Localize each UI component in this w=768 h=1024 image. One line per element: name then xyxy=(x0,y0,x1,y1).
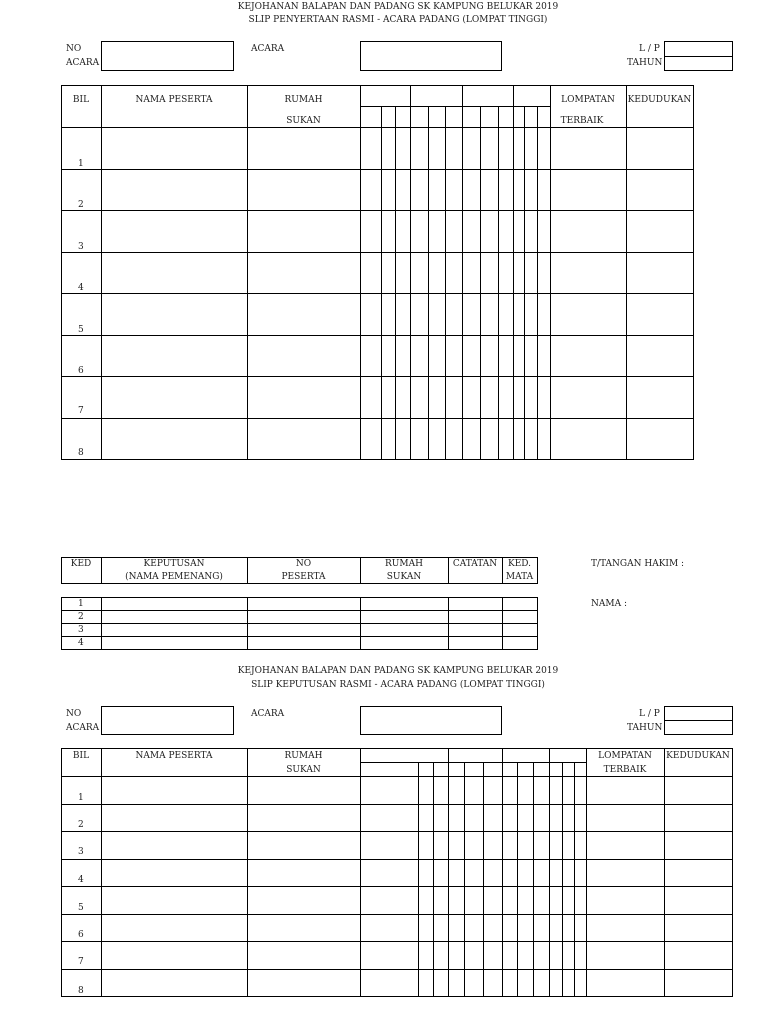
slip2-title: KEJOHANAN BALAPAN DAN PADANG SK KAMPUNG BELUKAR 2019 xyxy=(237,666,559,676)
slip2-tahun-label: TAHUN xyxy=(627,723,663,733)
result-row-number: 3 xyxy=(78,625,84,635)
slip2-acara-field[interactable] xyxy=(360,706,502,735)
slip2-row-number: 7 xyxy=(78,957,84,967)
slip1-row-number: 8 xyxy=(78,448,84,458)
slip1-row-number: 2 xyxy=(78,200,84,210)
result-col-no-1: NO xyxy=(295,559,312,569)
slip1-tahun-label: TAHUN xyxy=(627,58,663,68)
slip1-lp-label: L / P xyxy=(639,44,660,54)
slip1-col-rumah-2: SUKAN xyxy=(286,116,321,126)
slip2-row-number: 2 xyxy=(78,820,84,830)
slip2-row-number: 5 xyxy=(78,903,84,913)
hakim-name-label: NAMA : xyxy=(591,599,627,609)
result-col-keputusan-1: KEPUTUSAN xyxy=(143,559,205,569)
hakim-signature-label: T/TANGAN HAKIM : xyxy=(591,559,685,569)
slip2-acara-label: ACARA xyxy=(251,709,285,719)
result-col-kedmata-1: KED. xyxy=(507,559,532,569)
result-col-keputusan-2: (NAMA PEMENANG) xyxy=(125,572,223,582)
slip1-col-lompatan-2: TERBAIK xyxy=(560,116,604,126)
slip2-subtitle: SLIP KEPUTUSAN RASMI - ACARA PADANG (LOMPAT TINGGI) xyxy=(251,680,545,690)
slip1-no-acara-label-1: NO xyxy=(66,44,82,54)
slip2-col-rumah-2: SUKAN xyxy=(286,765,321,775)
slip2-col-lompatan-1: LOMPATAN xyxy=(598,751,652,761)
slip1-col-rumah-1: RUMAH xyxy=(284,95,323,105)
slip2-col-rumah-1: RUMAH xyxy=(284,751,323,761)
slip1-col-nama: NAMA PESERTA xyxy=(135,95,213,105)
slip2-col-bil: BIL xyxy=(72,751,90,761)
result-col-rumah-2: SUKAN xyxy=(386,572,422,582)
slip2-col-lompatan-2: TERBAIK xyxy=(603,765,647,775)
result-col-no-2: PESERTA xyxy=(281,572,326,582)
slip2-no-acara-field[interactable] xyxy=(101,706,234,735)
slip2-row-number: 1 xyxy=(78,793,84,803)
result-row-number: 1 xyxy=(78,599,84,609)
slip2-row-number: 4 xyxy=(78,875,84,885)
result-row-number: 2 xyxy=(78,612,84,622)
slip1-row-number: 4 xyxy=(78,283,84,293)
slip2-col-kedudukan: KEDUDUKAN xyxy=(666,751,730,761)
slip2-table-grid xyxy=(0,740,768,1010)
slip2-tahun-field[interactable] xyxy=(664,720,733,735)
slip2-row-number: 3 xyxy=(78,847,84,857)
slip1-row-number: 3 xyxy=(78,242,84,252)
slip2-no-acara-label-1: NO xyxy=(66,709,82,719)
slip1-row-number: 6 xyxy=(78,366,84,376)
slip1-acara-label: ACARA xyxy=(251,44,285,54)
slip1-table-grid xyxy=(0,0,768,470)
result-col-rumah-1: RUMAH xyxy=(385,559,423,569)
slip1-col-lompatan-1: LOMPATAN xyxy=(561,95,615,105)
result-col-ked: KED xyxy=(70,559,92,569)
slip1-row-number: 5 xyxy=(78,325,84,335)
slip2-lp-label: L / P xyxy=(639,709,660,719)
slip1-col-bil: BIL xyxy=(72,95,90,105)
slip2-no-acara-label-2: ACARA xyxy=(66,723,100,733)
result-col-kedmata-2: MATA xyxy=(505,572,534,582)
result-col-catatan: CATATAN xyxy=(452,559,498,569)
slip2-row-number: 6 xyxy=(78,930,84,940)
slip2-lp-field[interactable] xyxy=(664,706,733,721)
result-row-number: 4 xyxy=(78,638,84,648)
slip2-row-number: 8 xyxy=(78,986,84,996)
slip1-col-kedudukan: KEDUDUKAN xyxy=(627,95,692,105)
slip1-title: KEJOHANAN BALAPAN DAN PADANG SK KAMPUNG BELUKAR 2019 xyxy=(237,2,559,12)
slip1-no-acara-label-2: ACARA xyxy=(66,58,100,68)
slip2-col-nama: NAMA PESERTA xyxy=(135,751,213,761)
slip1-row-number: 1 xyxy=(78,159,84,169)
slip1-subtitle: SLIP PENYERTAAN RASMI - ACARA PADANG (LOMPAT TINGGI) xyxy=(248,15,548,25)
slip1-row-number: 7 xyxy=(78,406,84,416)
